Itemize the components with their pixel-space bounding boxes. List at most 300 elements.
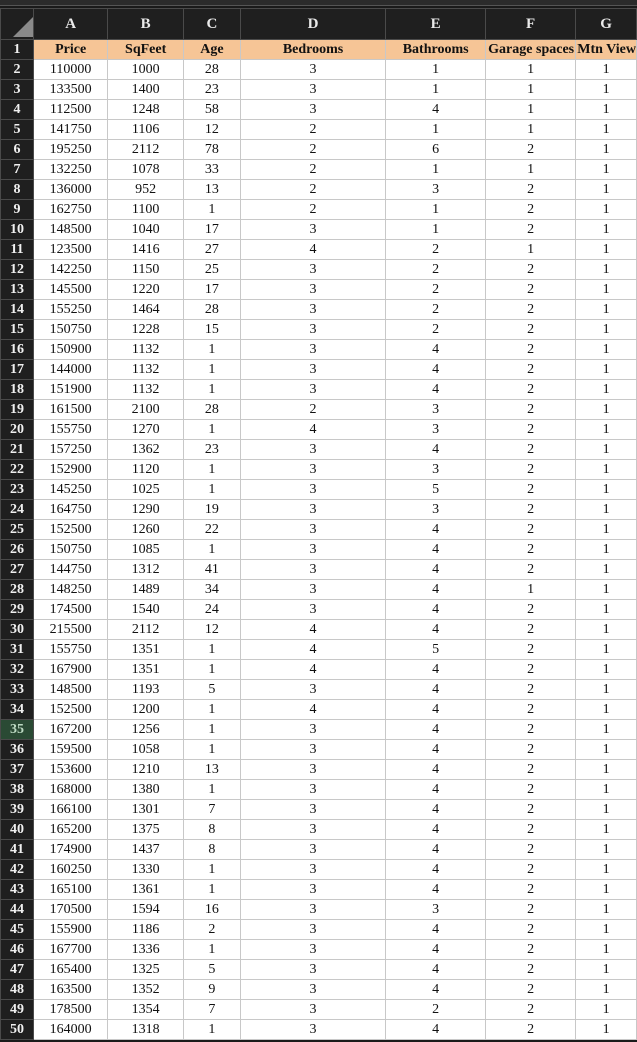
cell-price[interactable]: 151900: [34, 380, 108, 400]
cell-bedrooms[interactable]: 3: [240, 480, 385, 500]
cell-price[interactable]: 150900: [34, 340, 108, 360]
cell-sqfeet[interactable]: 1260: [108, 520, 184, 540]
cell-garage-spaces[interactable]: 2: [486, 780, 576, 800]
cell-mtn-view[interactable]: 1: [576, 800, 637, 820]
cell-sqfeet[interactable]: 1256: [108, 720, 184, 740]
cell-mtn-view[interactable]: 1: [576, 1000, 637, 1020]
cell-bathrooms[interactable]: 1: [386, 80, 486, 100]
cell-price[interactable]: 144000: [34, 360, 108, 380]
cell-mtn-view[interactable]: 1: [576, 400, 637, 420]
cell-price[interactable]: 168000: [34, 780, 108, 800]
cell-price[interactable]: 161500: [34, 400, 108, 420]
cell-sqfeet[interactable]: 1312: [108, 560, 184, 580]
cell-bathrooms[interactable]: 4: [386, 860, 486, 880]
cell-price[interactable]: 167700: [34, 940, 108, 960]
cell-garage-spaces[interactable]: 2: [486, 400, 576, 420]
cell-bedrooms[interactable]: 4: [240, 660, 385, 680]
cell-sqfeet[interactable]: 1193: [108, 680, 184, 700]
cell-sqfeet[interactable]: 1464: [108, 300, 184, 320]
row-header[interactable]: 18: [1, 380, 34, 400]
cell-age[interactable]: 1: [183, 1020, 240, 1040]
row-header[interactable]: 41: [1, 840, 34, 860]
cell-bedrooms[interactable]: 2: [240, 180, 385, 200]
cell-price[interactable]: 174900: [34, 840, 108, 860]
cell-price[interactable]: 170500: [34, 900, 108, 920]
header-cell-price[interactable]: Price: [34, 40, 108, 60]
row-header[interactable]: 36: [1, 740, 34, 760]
cell-garage-spaces[interactable]: 2: [486, 800, 576, 820]
cell-mtn-view[interactable]: 1: [576, 120, 637, 140]
cell-age[interactable]: 1: [183, 380, 240, 400]
cell-sqfeet[interactable]: 2112: [108, 620, 184, 640]
cell-price[interactable]: 165100: [34, 880, 108, 900]
cell-price[interactable]: 132250: [34, 160, 108, 180]
cell-sqfeet[interactable]: 1270: [108, 420, 184, 440]
cell-bathrooms[interactable]: 1: [386, 200, 486, 220]
cell-sqfeet[interactable]: 1318: [108, 1020, 184, 1040]
cell-price[interactable]: 123500: [34, 240, 108, 260]
cell-garage-spaces[interactable]: 2: [486, 520, 576, 540]
cell-sqfeet[interactable]: 1085: [108, 540, 184, 560]
cell-mtn-view[interactable]: 1: [576, 880, 637, 900]
cell-bathrooms[interactable]: 4: [386, 760, 486, 780]
cell-age[interactable]: 16: [183, 900, 240, 920]
cell-age[interactable]: 17: [183, 220, 240, 240]
cell-garage-spaces[interactable]: 2: [486, 620, 576, 640]
cell-age[interactable]: 28: [183, 60, 240, 80]
cell-price[interactable]: 133500: [34, 80, 108, 100]
cell-garage-spaces[interactable]: 2: [486, 500, 576, 520]
cell-bathrooms[interactable]: 4: [386, 680, 486, 700]
cell-price[interactable]: 153600: [34, 760, 108, 780]
cell-age[interactable]: 19: [183, 500, 240, 520]
cell-bathrooms[interactable]: 2: [386, 280, 486, 300]
cell-age[interactable]: 15: [183, 320, 240, 340]
cell-bathrooms[interactable]: 3: [386, 180, 486, 200]
cell-garage-spaces[interactable]: 2: [486, 380, 576, 400]
header-cell-garage-spaces[interactable]: Garage spaces: [486, 40, 576, 60]
cell-garage-spaces[interactable]: 2: [486, 440, 576, 460]
cell-mtn-view[interactable]: 1: [576, 1020, 637, 1040]
cell-bedrooms[interactable]: 3: [240, 260, 385, 280]
cell-price[interactable]: 155900: [34, 920, 108, 940]
cell-age[interactable]: 22: [183, 520, 240, 540]
cell-bedrooms[interactable]: 3: [240, 540, 385, 560]
row-header[interactable]: 24: [1, 500, 34, 520]
cell-age[interactable]: 12: [183, 620, 240, 640]
cell-bedrooms[interactable]: 3: [240, 740, 385, 760]
cell-garage-spaces[interactable]: 2: [486, 640, 576, 660]
cell-sqfeet[interactable]: 1220: [108, 280, 184, 300]
cell-sqfeet[interactable]: 1210: [108, 760, 184, 780]
cell-mtn-view[interactable]: 1: [576, 440, 637, 460]
cell-mtn-view[interactable]: 1: [576, 180, 637, 200]
cell-mtn-view[interactable]: 1: [576, 940, 637, 960]
cell-bathrooms[interactable]: 1: [386, 120, 486, 140]
cell-mtn-view[interactable]: 1: [576, 80, 637, 100]
cell-mtn-view[interactable]: 1: [576, 980, 637, 1000]
cell-garage-spaces[interactable]: 2: [486, 460, 576, 480]
header-cell-mtn-view[interactable]: Mtn View: [576, 40, 637, 60]
cell-age[interactable]: 1: [183, 940, 240, 960]
row-header[interactable]: 12: [1, 260, 34, 280]
cell-sqfeet[interactable]: 1489: [108, 580, 184, 600]
cell-age[interactable]: 28: [183, 300, 240, 320]
cell-sqfeet[interactable]: 1336: [108, 940, 184, 960]
cell-bedrooms[interactable]: 3: [240, 1000, 385, 1020]
cell-bathrooms[interactable]: 4: [386, 560, 486, 580]
cell-bathrooms[interactable]: 3: [386, 400, 486, 420]
cell-sqfeet[interactable]: 1132: [108, 340, 184, 360]
column-header-c[interactable]: C: [183, 9, 240, 40]
cell-price[interactable]: 157250: [34, 440, 108, 460]
cell-bedrooms[interactable]: 3: [240, 440, 385, 460]
cell-bedrooms[interactable]: 3: [240, 580, 385, 600]
cell-age[interactable]: 1: [183, 640, 240, 660]
column-header-d[interactable]: D: [240, 9, 385, 40]
cell-garage-spaces[interactable]: 2: [486, 280, 576, 300]
row-header[interactable]: 32: [1, 660, 34, 680]
cell-garage-spaces[interactable]: 2: [486, 200, 576, 220]
row-header[interactable]: 20: [1, 420, 34, 440]
cell-bedrooms[interactable]: 3: [240, 280, 385, 300]
cell-mtn-view[interactable]: 1: [576, 740, 637, 760]
cell-sqfeet[interactable]: 1078: [108, 160, 184, 180]
cell-bathrooms[interactable]: 5: [386, 480, 486, 500]
cell-mtn-view[interactable]: 1: [576, 540, 637, 560]
cell-age[interactable]: 1: [183, 740, 240, 760]
cell-garage-spaces[interactable]: 2: [486, 660, 576, 680]
cell-bathrooms[interactable]: 2: [386, 320, 486, 340]
cell-mtn-view[interactable]: 1: [576, 640, 637, 660]
header-cell-bathrooms[interactable]: Bathrooms: [386, 40, 486, 60]
cell-bedrooms[interactable]: 3: [240, 340, 385, 360]
cell-bedrooms[interactable]: 3: [240, 860, 385, 880]
cell-bedrooms[interactable]: 3: [240, 880, 385, 900]
cell-sqfeet[interactable]: 1025: [108, 480, 184, 500]
cell-age[interactable]: 1: [183, 860, 240, 880]
cell-mtn-view[interactable]: 1: [576, 860, 637, 880]
cell-age[interactable]: 1: [183, 540, 240, 560]
cell-garage-spaces[interactable]: 2: [486, 960, 576, 980]
cell-bathrooms[interactable]: 4: [386, 380, 486, 400]
cell-bathrooms[interactable]: 4: [386, 800, 486, 820]
cell-age[interactable]: 5: [183, 960, 240, 980]
cell-bedrooms[interactable]: 3: [240, 220, 385, 240]
cell-mtn-view[interactable]: 1: [576, 420, 637, 440]
cell-age[interactable]: 12: [183, 120, 240, 140]
cell-sqfeet[interactable]: 1290: [108, 500, 184, 520]
cell-garage-spaces[interactable]: 2: [486, 560, 576, 580]
cell-price[interactable]: 144750: [34, 560, 108, 580]
cell-age[interactable]: 27: [183, 240, 240, 260]
cell-age[interactable]: 8: [183, 840, 240, 860]
cell-age[interactable]: 34: [183, 580, 240, 600]
cell-bathrooms[interactable]: 6: [386, 140, 486, 160]
cell-bathrooms[interactable]: 4: [386, 980, 486, 1000]
cell-bathrooms[interactable]: 4: [386, 660, 486, 680]
cell-price[interactable]: 195250: [34, 140, 108, 160]
cell-bathrooms[interactable]: 1: [386, 160, 486, 180]
row-header[interactable]: 4: [1, 100, 34, 120]
cell-garage-spaces[interactable]: 2: [486, 1020, 576, 1040]
cell-mtn-view[interactable]: 1: [576, 460, 637, 480]
cell-bedrooms[interactable]: 4: [240, 240, 385, 260]
row-header[interactable]: 38: [1, 780, 34, 800]
cell-price[interactable]: 164000: [34, 1020, 108, 1040]
cell-age[interactable]: 1: [183, 480, 240, 500]
cell-garage-spaces[interactable]: 2: [486, 700, 576, 720]
cell-garage-spaces[interactable]: 2: [486, 820, 576, 840]
row-header[interactable]: 49: [1, 1000, 34, 1020]
cell-price[interactable]: 136000: [34, 180, 108, 200]
cell-bathrooms[interactable]: 4: [386, 340, 486, 360]
cell-mtn-view[interactable]: 1: [576, 500, 637, 520]
column-header-g[interactable]: G: [576, 9, 637, 40]
cell-bedrooms[interactable]: 3: [240, 900, 385, 920]
cell-bedrooms[interactable]: 4: [240, 620, 385, 640]
cell-garage-spaces[interactable]: 2: [486, 940, 576, 960]
cell-bedrooms[interactable]: 3: [240, 100, 385, 120]
cell-bathrooms[interactable]: 3: [386, 460, 486, 480]
cell-age[interactable]: 7: [183, 1000, 240, 1020]
cell-bedrooms[interactable]: 2: [240, 140, 385, 160]
cell-age[interactable]: 25: [183, 260, 240, 280]
cell-age[interactable]: 1: [183, 700, 240, 720]
cell-sqfeet[interactable]: 1594: [108, 900, 184, 920]
cell-garage-spaces[interactable]: 2: [486, 480, 576, 500]
row-header[interactable]: 11: [1, 240, 34, 260]
cell-bedrooms[interactable]: 3: [240, 560, 385, 580]
cell-price[interactable]: 160250: [34, 860, 108, 880]
cell-mtn-view[interactable]: 1: [576, 760, 637, 780]
cell-age[interactable]: 8: [183, 820, 240, 840]
row-header[interactable]: 39: [1, 800, 34, 820]
cell-garage-spaces[interactable]: 1: [486, 100, 576, 120]
cell-garage-spaces[interactable]: 1: [486, 160, 576, 180]
cell-bathrooms[interactable]: 3: [386, 900, 486, 920]
cell-mtn-view[interactable]: 1: [576, 260, 637, 280]
cell-price[interactable]: 152900: [34, 460, 108, 480]
cell-bathrooms[interactable]: 2: [386, 1000, 486, 1020]
cell-sqfeet[interactable]: 1248: [108, 100, 184, 120]
cell-price[interactable]: 148500: [34, 220, 108, 240]
cell-sqfeet[interactable]: 1540: [108, 600, 184, 620]
cell-price[interactable]: 155750: [34, 640, 108, 660]
cell-age[interactable]: 17: [183, 280, 240, 300]
cell-garage-spaces[interactable]: 2: [486, 300, 576, 320]
cell-age[interactable]: 13: [183, 180, 240, 200]
column-header-b[interactable]: B: [108, 9, 184, 40]
row-header[interactable]: 15: [1, 320, 34, 340]
cell-sqfeet[interactable]: 1361: [108, 880, 184, 900]
row-header[interactable]: 33: [1, 680, 34, 700]
cell-bedrooms[interactable]: 3: [240, 980, 385, 1000]
cell-price[interactable]: 164750: [34, 500, 108, 520]
cell-garage-spaces[interactable]: 1: [486, 80, 576, 100]
cell-mtn-view[interactable]: 1: [576, 300, 637, 320]
cell-garage-spaces[interactable]: 2: [486, 1000, 576, 1020]
cell-garage-spaces[interactable]: 2: [486, 340, 576, 360]
cell-garage-spaces[interactable]: 2: [486, 900, 576, 920]
cell-bedrooms[interactable]: 3: [240, 760, 385, 780]
row-header[interactable]: 44: [1, 900, 34, 920]
row-header[interactable]: 23: [1, 480, 34, 500]
cell-bedrooms[interactable]: 3: [240, 300, 385, 320]
cell-bedrooms[interactable]: 3: [240, 460, 385, 480]
cell-bedrooms[interactable]: 2: [240, 160, 385, 180]
cell-price[interactable]: 162750: [34, 200, 108, 220]
cell-price[interactable]: 150750: [34, 320, 108, 340]
cell-mtn-view[interactable]: 1: [576, 60, 637, 80]
cell-bathrooms[interactable]: 4: [386, 520, 486, 540]
cell-bedrooms[interactable]: 3: [240, 520, 385, 540]
cell-bedrooms[interactable]: 4: [240, 640, 385, 660]
row-header[interactable]: 16: [1, 340, 34, 360]
row-header[interactable]: 50: [1, 1020, 34, 1040]
cell-sqfeet[interactable]: 1330: [108, 860, 184, 880]
cell-age[interactable]: 5: [183, 680, 240, 700]
cell-mtn-view[interactable]: 1: [576, 160, 637, 180]
cell-bathrooms[interactable]: 4: [386, 920, 486, 940]
cell-bedrooms[interactable]: 3: [240, 960, 385, 980]
cell-sqfeet[interactable]: 1416: [108, 240, 184, 260]
cell-bedrooms[interactable]: 3: [240, 940, 385, 960]
cell-bathrooms[interactable]: 4: [386, 720, 486, 740]
cell-sqfeet[interactable]: 1301: [108, 800, 184, 820]
cell-bathrooms[interactable]: 4: [386, 540, 486, 560]
cell-sqfeet[interactable]: 1120: [108, 460, 184, 480]
cell-sqfeet[interactable]: 1040: [108, 220, 184, 240]
cell-bathrooms[interactable]: 4: [386, 100, 486, 120]
cell-garage-spaces[interactable]: 2: [486, 140, 576, 160]
cell-garage-spaces[interactable]: 2: [486, 540, 576, 560]
cell-bathrooms[interactable]: 4: [386, 840, 486, 860]
cell-sqfeet[interactable]: 1380: [108, 780, 184, 800]
row-header[interactable]: 46: [1, 940, 34, 960]
cell-sqfeet[interactable]: 952: [108, 180, 184, 200]
cell-sqfeet[interactable]: 1132: [108, 360, 184, 380]
cell-sqfeet[interactable]: 1106: [108, 120, 184, 140]
cell-age[interactable]: 1: [183, 340, 240, 360]
column-header-a[interactable]: A: [34, 9, 108, 40]
row-header[interactable]: 9: [1, 200, 34, 220]
cell-bedrooms[interactable]: 3: [240, 600, 385, 620]
header-cell-age[interactable]: Age: [183, 40, 240, 60]
cell-bedrooms[interactable]: 3: [240, 800, 385, 820]
cell-bedrooms[interactable]: 3: [240, 380, 385, 400]
cell-garage-spaces[interactable]: 2: [486, 220, 576, 240]
cell-bathrooms[interactable]: 4: [386, 880, 486, 900]
cell-bathrooms[interactable]: 4: [386, 960, 486, 980]
cell-bedrooms[interactable]: 3: [240, 500, 385, 520]
cell-price[interactable]: 145250: [34, 480, 108, 500]
row-header[interactable]: 3: [1, 80, 34, 100]
cell-mtn-view[interactable]: 1: [576, 520, 637, 540]
cell-price[interactable]: 167200: [34, 720, 108, 740]
select-all-corner[interactable]: [1, 9, 34, 40]
cell-age[interactable]: 33: [183, 160, 240, 180]
cell-age[interactable]: 1: [183, 880, 240, 900]
cell-age[interactable]: 1: [183, 720, 240, 740]
cell-sqfeet[interactable]: 1352: [108, 980, 184, 1000]
cell-price[interactable]: 152500: [34, 700, 108, 720]
cell-price[interactable]: 152500: [34, 520, 108, 540]
row-header[interactable]: 28: [1, 580, 34, 600]
header-cell-sqfeet[interactable]: SqFeet: [108, 40, 184, 60]
cell-price[interactable]: 110000: [34, 60, 108, 80]
cell-mtn-view[interactable]: 1: [576, 720, 637, 740]
cell-sqfeet[interactable]: 1362: [108, 440, 184, 460]
row-header[interactable]: 6: [1, 140, 34, 160]
cell-age[interactable]: 23: [183, 80, 240, 100]
cell-garage-spaces[interactable]: 2: [486, 260, 576, 280]
cell-bedrooms[interactable]: 3: [240, 840, 385, 860]
cell-bathrooms[interactable]: 1: [386, 220, 486, 240]
row-header[interactable]: 26: [1, 540, 34, 560]
cell-price[interactable]: 155750: [34, 420, 108, 440]
cell-bedrooms[interactable]: 3: [240, 820, 385, 840]
row-header[interactable]: 2: [1, 60, 34, 80]
cell-garage-spaces[interactable]: 1: [486, 240, 576, 260]
cell-sqfeet[interactable]: 2112: [108, 140, 184, 160]
cell-bathrooms[interactable]: 4: [386, 600, 486, 620]
row-header[interactable]: 43: [1, 880, 34, 900]
row-header[interactable]: 31: [1, 640, 34, 660]
cell-bedrooms[interactable]: 3: [240, 360, 385, 380]
cell-bedrooms[interactable]: 3: [240, 60, 385, 80]
cell-sqfeet[interactable]: 2100: [108, 400, 184, 420]
cell-price[interactable]: 155250: [34, 300, 108, 320]
cell-mtn-view[interactable]: 1: [576, 840, 637, 860]
cell-bedrooms[interactable]: 2: [240, 120, 385, 140]
row-header[interactable]: 34: [1, 700, 34, 720]
column-header-f[interactable]: F: [486, 9, 576, 40]
cell-mtn-view[interactable]: 1: [576, 680, 637, 700]
cell-age[interactable]: 2: [183, 920, 240, 940]
cell-sqfeet[interactable]: 1200: [108, 700, 184, 720]
cell-sqfeet[interactable]: 1354: [108, 1000, 184, 1020]
header-cell-bedrooms[interactable]: Bedrooms: [240, 40, 385, 60]
cell-bathrooms[interactable]: 3: [386, 500, 486, 520]
cell-age[interactable]: 23: [183, 440, 240, 460]
cell-garage-spaces[interactable]: 1: [486, 580, 576, 600]
cell-garage-spaces[interactable]: 2: [486, 320, 576, 340]
cell-mtn-view[interactable]: 1: [576, 220, 637, 240]
cell-mtn-view[interactable]: 1: [576, 820, 637, 840]
cell-age[interactable]: 7: [183, 800, 240, 820]
cell-mtn-view[interactable]: 1: [576, 360, 637, 380]
cell-age[interactable]: 41: [183, 560, 240, 580]
cell-mtn-view[interactable]: 1: [576, 100, 637, 120]
cell-price[interactable]: 141750: [34, 120, 108, 140]
cell-garage-spaces[interactable]: 2: [486, 740, 576, 760]
cell-mtn-view[interactable]: 1: [576, 960, 637, 980]
cell-sqfeet[interactable]: 1132: [108, 380, 184, 400]
cell-garage-spaces[interactable]: 2: [486, 420, 576, 440]
cell-mtn-view[interactable]: 1: [576, 140, 637, 160]
cell-price[interactable]: 150750: [34, 540, 108, 560]
cell-garage-spaces[interactable]: 2: [486, 600, 576, 620]
cell-bathrooms[interactable]: 4: [386, 1020, 486, 1040]
cell-garage-spaces[interactable]: 2: [486, 360, 576, 380]
cell-price[interactable]: 215500: [34, 620, 108, 640]
cell-sqfeet[interactable]: 1375: [108, 820, 184, 840]
row-header[interactable]: 22: [1, 460, 34, 480]
column-header-e[interactable]: E: [386, 9, 486, 40]
cell-bedrooms[interactable]: 3: [240, 920, 385, 940]
cell-bedrooms[interactable]: 3: [240, 680, 385, 700]
